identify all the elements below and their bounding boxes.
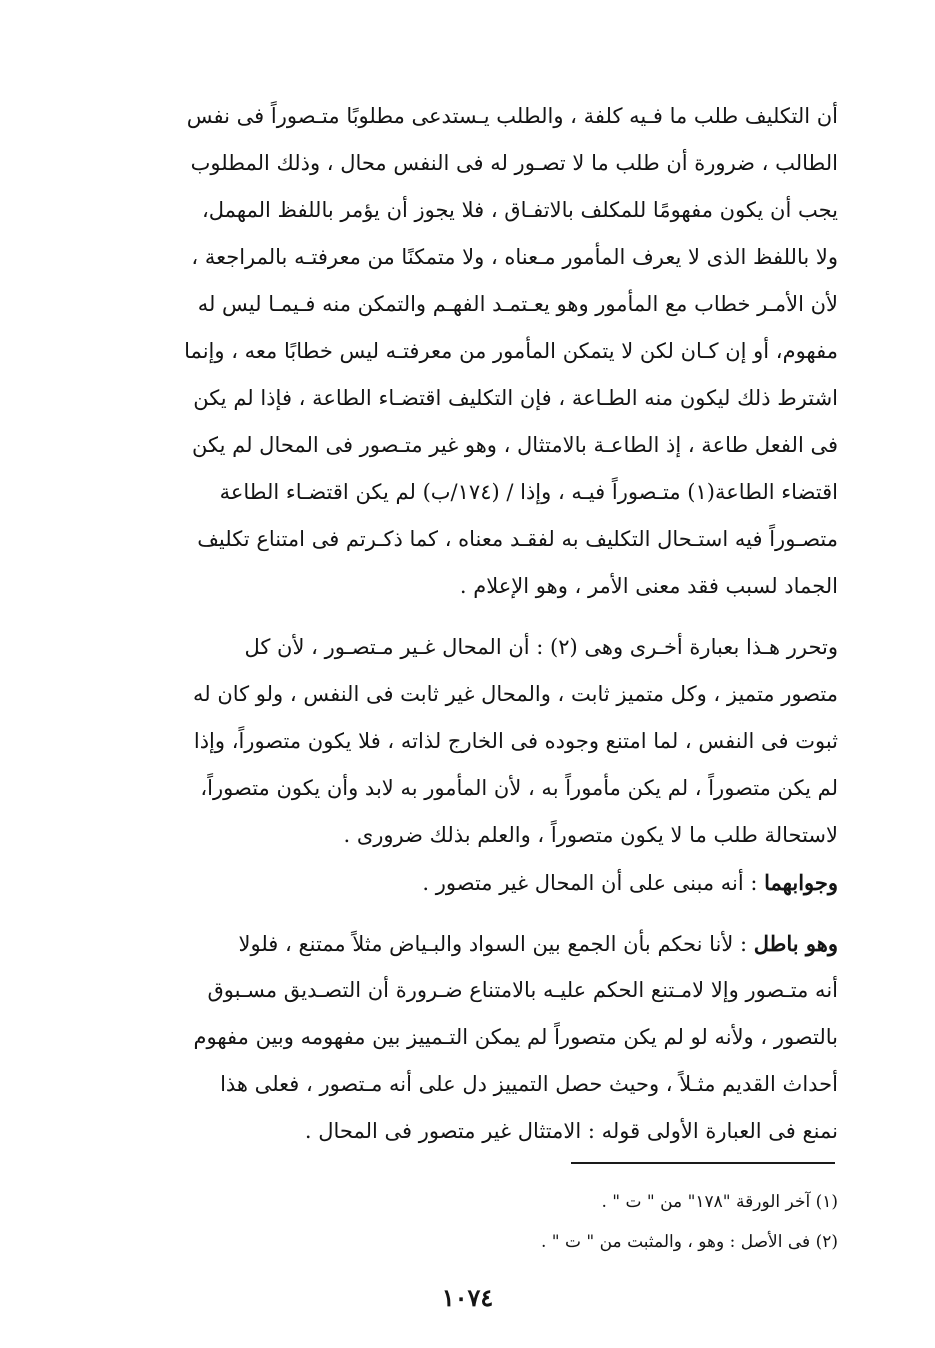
text-line: اشترط ذلك ليكون منه الطـاعة ، فإن التكليف اقتضـاء الطاعة ، فإذا لم يكن: [193, 386, 838, 410]
text-line: لم يكن متصوراً ، لم يكن مأموراً به ، لأن المأمور به لابد وأن يكون متصوراً،: [200, 776, 838, 800]
answer-heading: وجوابهما: [764, 870, 838, 895]
footnote: (٢) فى الأصل : وهو ، والمثبت من " ت " .: [540, 1232, 838, 1252]
main-text: [118, 93, 838, 1155]
text-line: يجب أن يكون مفهومًا للمكلف بالاتفـاق ، فلا يجوز أن يؤمر باللفظ المهمل،: [202, 198, 838, 222]
text-line: لاستحالة طلب ما لا يكون متصوراً ، والعلم بذلك ضرورى .: [343, 823, 838, 847]
text-line: أحداث القديم مثـلاً ، وحيث حصل التمييز دل على أنه مـتصور ، فعلى هذا: [220, 1072, 838, 1096]
text-line: اقتضاء الطاعة(١) متـصوراً فيـه ، وإذا / (١٧٤/ب) لم يكن اقتضـاء الطاعة: [219, 480, 838, 504]
text-line: أن التكليف طلب ما فـيه كلفة ، والطلب يـستدعى مطلوبًا متـصوراً فى نفس: [186, 104, 838, 128]
text-run: : أنه مبنى على أن المحال غير متصور .: [422, 871, 765, 895]
text-line: ثبوت فى النفس ، لما امتنع وجوده فى الخارج لذاته ، فلا يكون متصوراً، وإذا: [193, 729, 838, 753]
text-line: متصور متميز ، وكل متميز ثابت ، والمحال غير ثابت فى النفس ، ولو كان له: [192, 682, 838, 706]
text-line: الجماد لسبب فقد معنى الأمر ، وهو الإعلام .: [459, 574, 838, 598]
footnote-separator: [571, 1162, 835, 1164]
text-line: متصـوراً فيه استـحال التكليف به لفقـد معناه ، كما ذكـرتم فى امتناع تكليف: [197, 527, 838, 551]
text-line: مفهوم، أو إن كـان لكن لا يتمكن المأمور من معرفتـه ليس خطابًا معه ، وإنما: [184, 339, 838, 363]
text-line: بالتصور ، ولأنه لو لم يكن متصوراً لم يمكن التـمييز بين مفهومه وبين مفهوم: [193, 1025, 838, 1049]
footnotes: [400, 1182, 838, 1262]
text-line: وتحرر هـذا بعبارة أخـرى وهى (٢) : أن المحال غـير مـتصـور ، لأن كل: [244, 635, 838, 659]
text-line: لأن الأمـر خطاب مع المأمور وهو يعـتمـد الفهـم والتمكن منه فـيمـا ليس له: [197, 292, 838, 316]
text-line: فى الفعل طاعة ، إذ الطاعـة بالامتثال ، وهو غير متـصور فى المحال لم يكن: [192, 433, 838, 457]
rebuttal-heading: وهو باطل: [753, 931, 838, 956]
text-line: نمنع فى العبارة الأولى قوله : الامتثال غير متصور فى المحال .: [304, 1119, 838, 1143]
text-line: الطالب ، ضرورة أن طلب ما لا تصـور له فى النفس محال ، وذلك المطلوب: [190, 151, 838, 175]
text-line: [118, 859, 838, 906]
text-line: [118, 920, 838, 967]
text-line: أنه متـصور وإلا لامـتنع الحكم عليـه بالامتناع ضـرورة أن التصـديق مسـبوق: [207, 978, 838, 1002]
text-run: : لأنا نحكم بأن الجمع بين السواد والبـياض مثلاً ممتنع ، فلولا: [238, 932, 754, 956]
page-number: ١٠٧٤: [441, 1283, 494, 1312]
text-line: ولا باللفظ الذى لا يعرف المأمور مـعناه ، ولا متمكنًا من معرفتـه بالمراجعة ،: [191, 245, 838, 269]
footnote: (١) آخر الورقة "١٧٨" من " ت " .: [601, 1192, 838, 1212]
